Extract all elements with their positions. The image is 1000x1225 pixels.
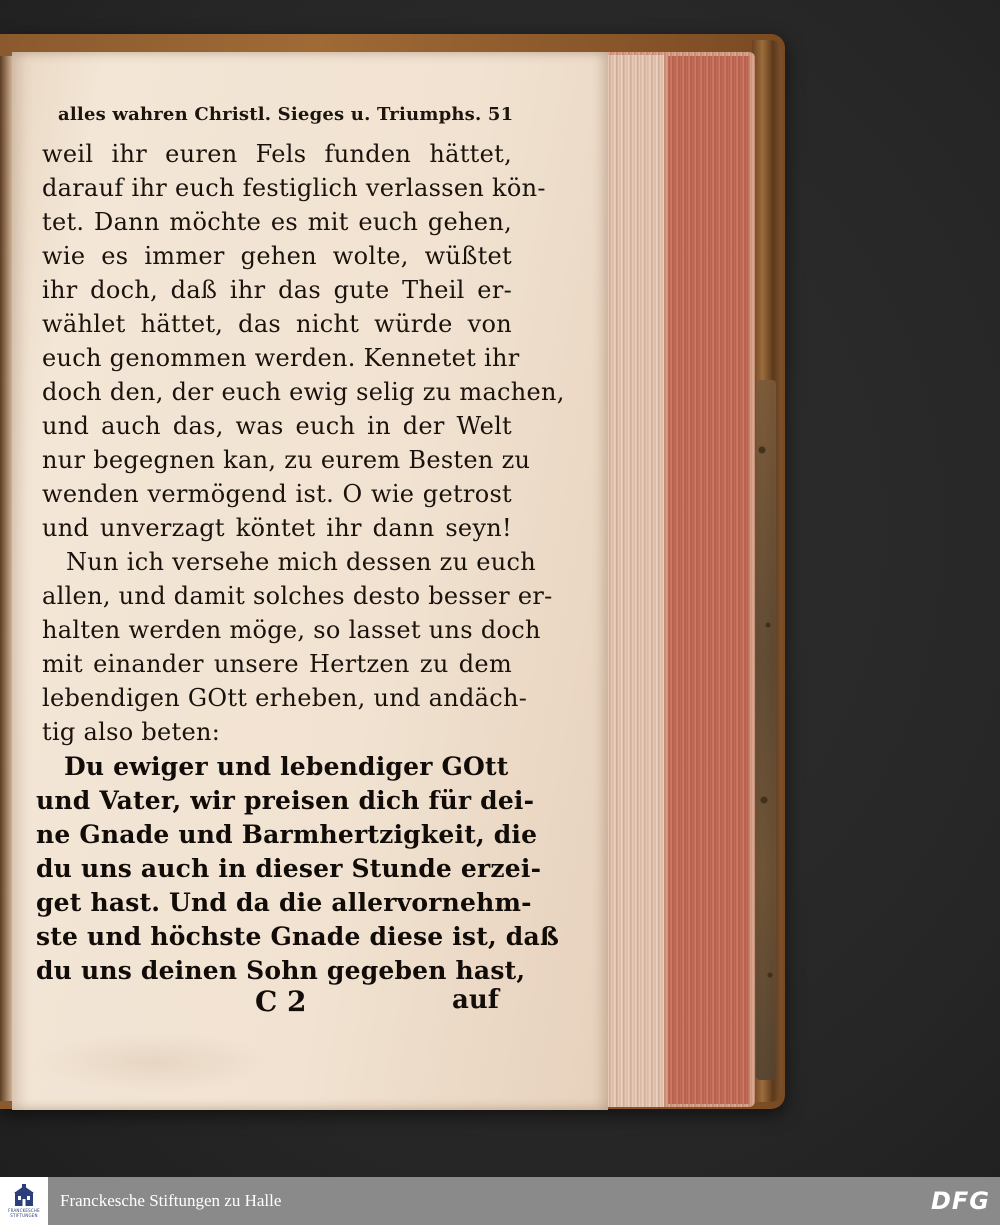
prayer-line: ste und höchste Gnade diese ist, daß: [36, 922, 560, 951]
body-line: wenden vermögend ist. O wie getrost: [42, 480, 512, 508]
building-icon: [13, 1184, 35, 1208]
prayer-line: du uns auch in dieser Stunde erzei-: [36, 854, 542, 883]
prayer-line: get hast. Und da die allervornehm-: [36, 888, 532, 917]
page-edges-light: [604, 55, 664, 1107]
running-head: alles wahren Christl. Sieges u. Triumphs. 51: [58, 104, 514, 125]
body-line: wählet hättet, das nicht würde von: [42, 310, 512, 338]
logo-caption: [8, 1208, 40, 1218]
dfg-logo[interactable]: DFG: [930, 1187, 990, 1215]
body-line-paragraph-start: Nun ich versehe mich dessen zu euch: [66, 548, 537, 576]
body-line: nur begegnen kan, zu eurem Besten zu: [42, 446, 531, 474]
logo-caption-line2: STIFTUNGEN: [10, 1213, 38, 1218]
body-line: ihr doch, daß ihr das gute Theil er-: [42, 276, 512, 304]
footer-bar: [0, 1177, 1000, 1225]
body-line: und unverzagt köntet ihr dann seyn!: [42, 514, 512, 542]
body-line: mit einander unsere Hertzen zu dem: [42, 650, 512, 678]
body-line: tig also beten:: [42, 718, 221, 746]
body-line: tet. Dann möchte es mit euch gehen,: [42, 208, 512, 236]
prayer-line: ne Gnade und Barmhertzigkeit, die: [36, 820, 538, 849]
body-line: allen, und damit solches desto besser er-: [42, 582, 553, 610]
prayer-line: Du ewiger und lebendiger GOtt: [64, 752, 509, 781]
body-line: weil ihr euren Fels funden hättet,: [42, 140, 512, 168]
catchword: auf: [452, 985, 499, 1015]
body-line: darauf ihr euch festiglich verlassen kön-: [42, 174, 546, 202]
page-edges-red: [668, 56, 750, 1104]
cover-speckle: [756, 380, 776, 1080]
body-line: lebendigen GOtt erheben, und andäch-: [42, 684, 528, 712]
institution-name: Franckesche Stiftungen zu Halle: [60, 1191, 282, 1210]
body-line: und auch das, was euch in der Welt: [42, 412, 512, 440]
page-stain: [32, 1032, 272, 1092]
prayer-line: du uns deinen Sohn gegeben hast,: [36, 956, 526, 985]
franckesche-stiftungen-logo[interactable]: [0, 1177, 48, 1225]
signature-mark: C 2: [255, 985, 307, 1018]
logo-caption-line1: FRANCKESCHE: [8, 1208, 40, 1213]
body-line: euch genommen werden. Kennetet ihr: [42, 344, 520, 372]
body-line: doch den, der euch ewig selig zu machen,: [42, 378, 565, 406]
prayer-line: und Vater, wir preisen dich für dei-: [36, 786, 535, 815]
body-line: wie es immer gehen wolte, wüßtet: [42, 242, 512, 270]
body-line: halten werden möge, so lasset uns doch: [42, 616, 541, 644]
